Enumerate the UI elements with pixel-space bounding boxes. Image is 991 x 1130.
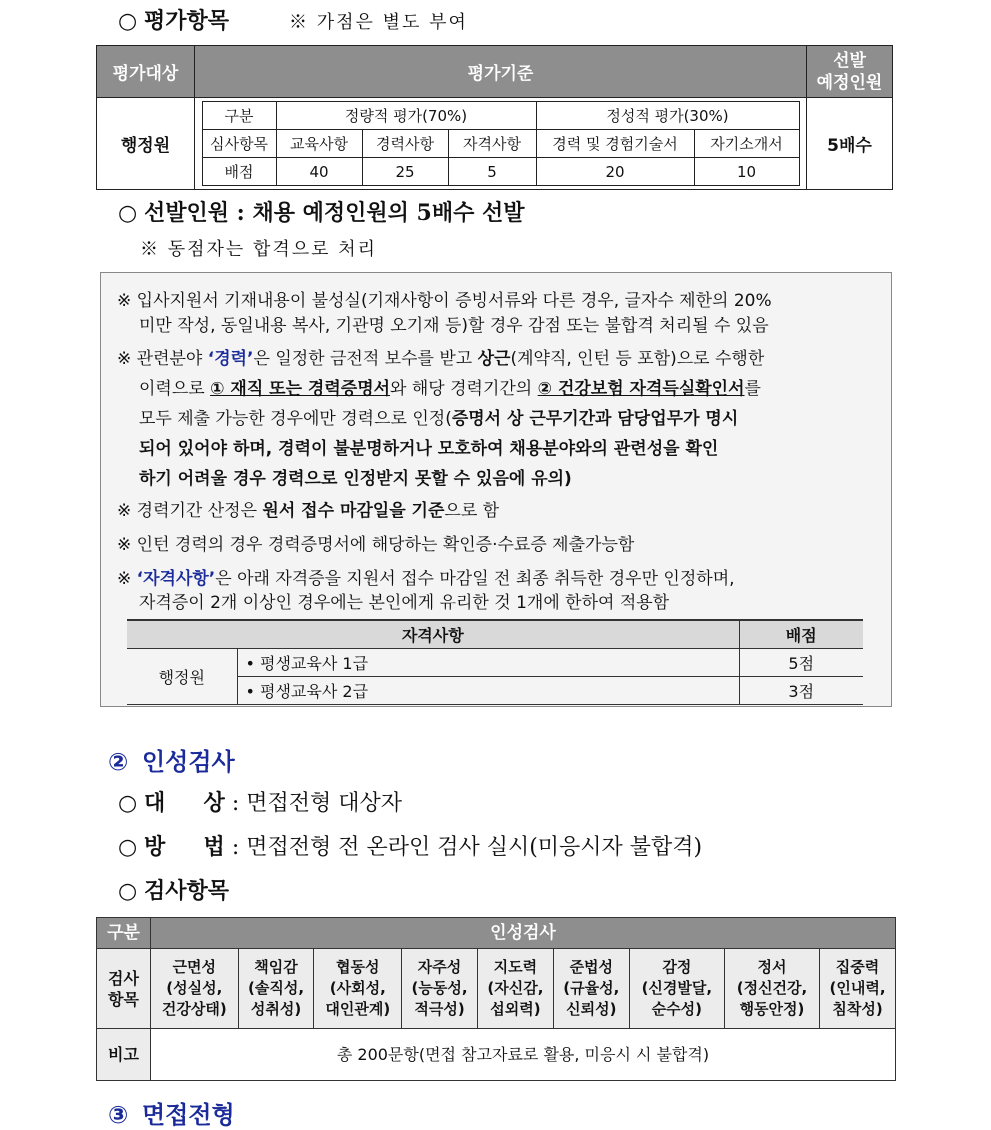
section-2-title: 인성검사 xyxy=(142,748,235,776)
notice-4: ※ 인턴 경력의 경우 경력증명서에 해당하는 확인증·수료증 제출가능함 xyxy=(117,535,635,555)
section-3-heading xyxy=(108,1095,235,1130)
score-self-intro: 10 xyxy=(694,158,799,186)
trait-cell: 집중력 (인내력, 침착성) xyxy=(820,949,896,1029)
section-header xyxy=(118,4,468,35)
method-label: 방 법 xyxy=(144,834,225,860)
method-value: : 면접전형 전 온라인 검사 실시(미응시자 불합격) xyxy=(231,835,703,860)
notice-2-line-1: ※ 관련분야 ‘경력’은 일정한 금전적 보수를 받고 상근(계약직, 인턴 등 포함)으로 수행한 xyxy=(117,349,765,369)
trait-cell: 근면성 (성실성, 건강상태) xyxy=(151,949,239,1029)
item-education: 교육사항 xyxy=(276,130,362,158)
eval-target: 행정원 xyxy=(97,98,195,190)
note-label: 비고 xyxy=(97,1029,151,1081)
notice-2-line-4: 되어 있어야 하며, 경력이 불분명하거나 모호하여 채용분야와의 관련성을 확인 xyxy=(139,439,719,459)
bullet-circle-icon: ○ xyxy=(118,200,138,226)
qual-header: 정성적 평가(30%) xyxy=(536,102,799,130)
note-value: 총 200문항(면접 참고자료로 활용, 미응시 시 불합격) xyxy=(151,1029,896,1081)
method-line xyxy=(118,830,702,861)
target-label: 대 상 xyxy=(144,790,225,816)
certificate-table xyxy=(127,619,863,705)
selection-title: 선발인원 : 채용 예정인원의 5배수 선발 xyxy=(144,200,525,226)
target-line xyxy=(118,786,402,817)
item-self-intro: 자기소개서 xyxy=(694,130,799,158)
tie-note: ※ 동점자는 합격으로 처리 xyxy=(140,239,378,260)
section-2-heading xyxy=(108,742,235,777)
trait-cell: 협동성 (사회성, 대인관계) xyxy=(314,949,402,1029)
section-3-number: ③ xyxy=(108,1101,129,1129)
cert-row-1-score: 5점 xyxy=(739,648,863,676)
score-career: 25 xyxy=(362,158,448,186)
evaluation-table xyxy=(96,45,893,190)
notice-2-line-3: 모두 제출 가능한 경우에만 경력으로 인정(증명서 상 근무기간과 담당업무가 명시 xyxy=(139,409,739,429)
item-certificate: 자격사항 xyxy=(448,130,536,158)
bullet-circle-icon: ○ xyxy=(118,790,138,816)
section-title: 평가항목 xyxy=(144,8,230,34)
notice-5-line-1: ※ ‘자격사항’은 아래 자격증을 지원서 접수 마감일 전 최종 취득한 경우만 인정하며, xyxy=(117,569,735,589)
item-experience-statement: 경력 및 경험기술서 xyxy=(536,130,694,158)
col-score: 배점 xyxy=(739,620,863,648)
trait-cell: 감정 (신경발달, 순수성) xyxy=(629,949,724,1029)
col-quota: 선발 예정인원 xyxy=(807,46,893,98)
notice-2-line-5: 하기 어려울 경우 경력으로 인정받지 못할 수 있음에 유의) xyxy=(139,469,572,489)
section-3-title: 면접전형 xyxy=(142,1101,235,1129)
bullet-circle-icon: ○ xyxy=(118,8,138,34)
div-label: 구분 xyxy=(202,102,276,130)
items-label: 심사항목 xyxy=(202,130,276,158)
cert-row-1-name: • 평생교육사 1급 xyxy=(237,648,739,676)
trait-cell: 정서 (정신건강, 행동안정) xyxy=(724,949,819,1029)
trait-cell: 자주성 (능동성, 적극성) xyxy=(402,949,478,1029)
score-experience-statement: 20 xyxy=(536,158,694,186)
score-education: 40 xyxy=(276,158,362,186)
score-label: 배점 xyxy=(202,158,276,186)
notice-2-line-2: 이력으로 ① 재직 또는 경력증명서와 해당 경력기간의 ② 건강보험 자격득실확인서를 xyxy=(139,379,761,399)
selection-line xyxy=(118,196,525,227)
bullet-circle-icon: ○ xyxy=(118,878,138,904)
row-label: 검사 항목 xyxy=(97,949,151,1029)
personality-table xyxy=(96,917,896,1081)
bullet-circle-icon: ○ xyxy=(118,834,138,860)
quant-header: 정량적 평가(70%) xyxy=(276,102,536,130)
notice-5-line-2: 자격증이 2개 이상인 경우에는 본인에게 유리한 것 1개에 한하여 적용함 xyxy=(139,593,670,613)
col-test: 인성검사 xyxy=(151,918,896,949)
trait-cell: 지도력 (자신감, 섭외력) xyxy=(477,949,553,1029)
items-title: 검사항목 xyxy=(144,878,230,904)
cert-row-2-name: • 평생교육사 2급 xyxy=(237,676,739,704)
trait-cell: 준법성 (규율성, 신뢰성) xyxy=(553,949,629,1029)
trait-cell: 책임감 (솔직성, 성취성) xyxy=(238,949,314,1029)
cert-row-2-score: 3점 xyxy=(739,676,863,704)
col-criteria: 평가기준 xyxy=(195,46,807,98)
cert-target: 행정원 xyxy=(127,648,237,704)
section-2-number: ② xyxy=(108,748,129,776)
notice-3: ※ 경력기간 산정은 원서 접수 마감일을 기준으로 함 xyxy=(117,501,500,521)
target-value: : 면접전형 대상자 xyxy=(231,791,402,816)
criteria-subtable xyxy=(202,101,800,186)
notice-1-line-2: 미만 작성, 동일내용 복사, 기관명 오기재 등)할 경우 감점 또는 불합격 처리될 수 있음 xyxy=(139,316,769,336)
col-div: 구분 xyxy=(97,918,151,949)
items-line xyxy=(118,874,229,905)
notice-box xyxy=(100,272,892,707)
bonus-note: ※ 가점은 별도 부여 xyxy=(289,12,468,33)
col-target: 평가대상 xyxy=(97,46,195,98)
score-certificate: 5 xyxy=(448,158,536,186)
quota-value: 5배수 xyxy=(807,98,893,190)
item-career: 경력사항 xyxy=(362,130,448,158)
notice-1-line-1: ※ 입사지원서 기재내용이 불성실(기재사항이 증빙서류와 다른 경우, 글자수 제한의 20% xyxy=(117,291,772,311)
col-certificate: 자격사항 xyxy=(127,620,739,648)
